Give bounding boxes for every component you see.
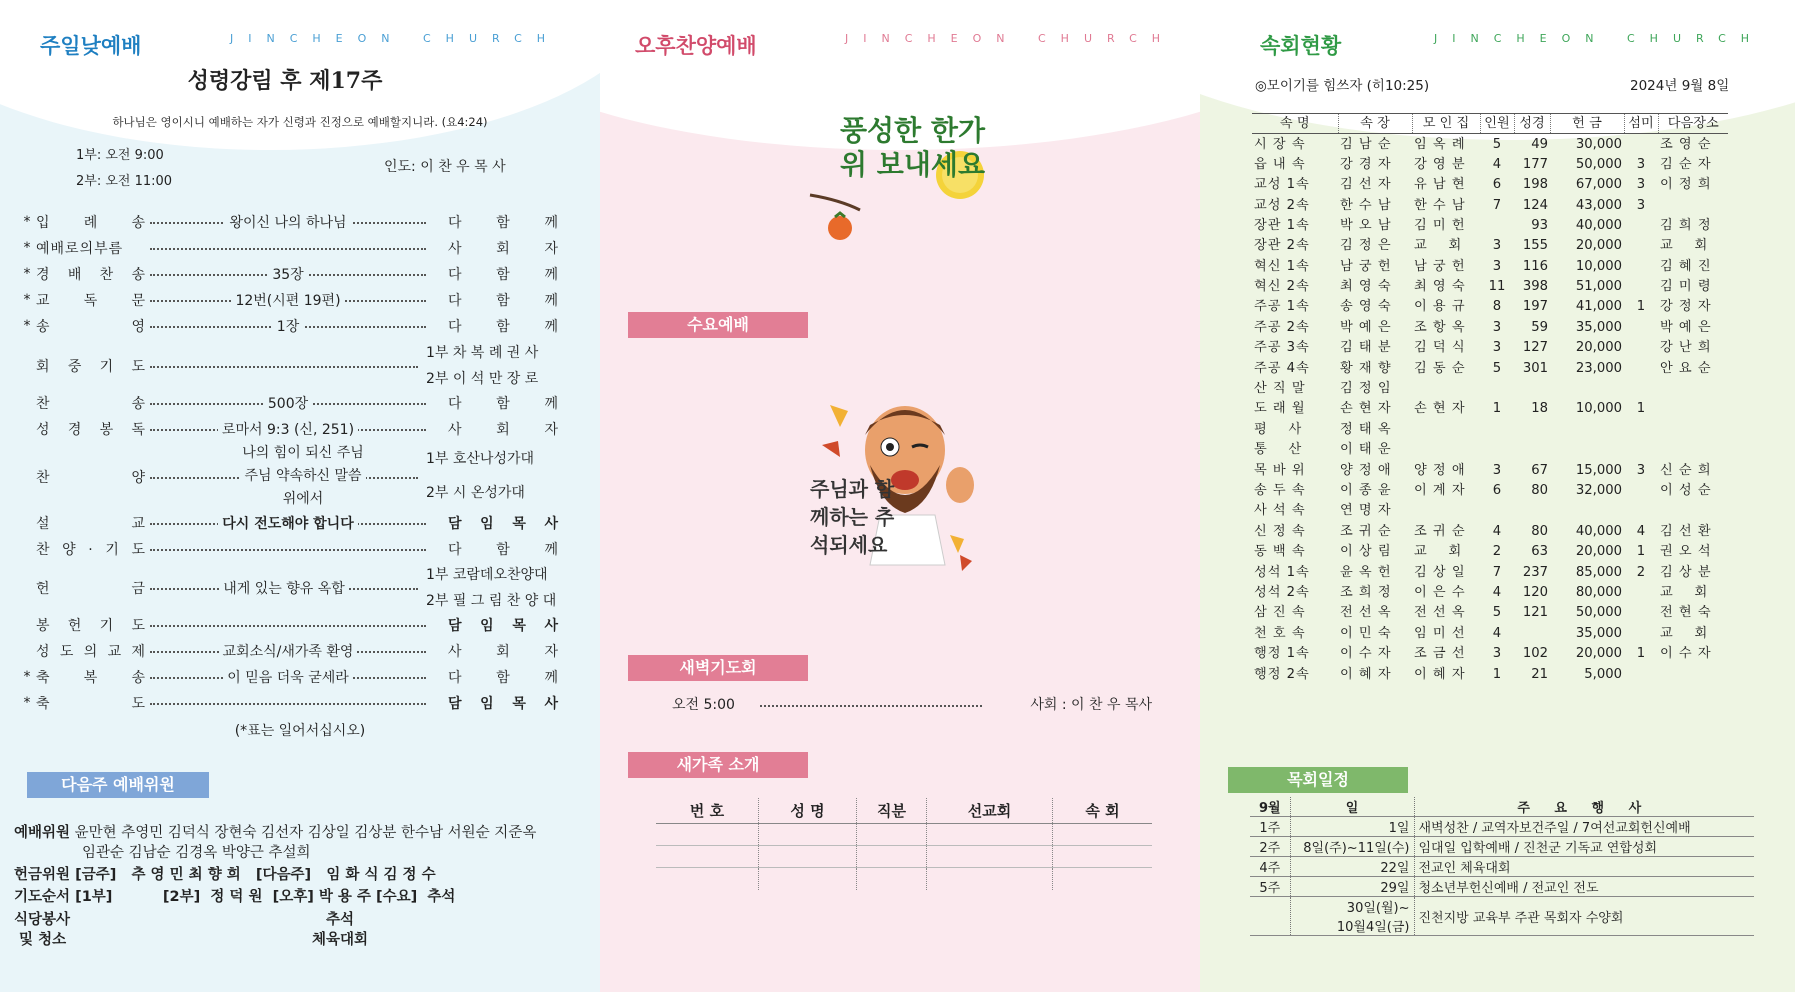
table-row: 장관 1속 박 오 남 김 미 헌 93 40,000 김 희 정: [1254, 217, 1712, 233]
table-row: 성석 1속 윤 옥 헌 김 상 일 7 237 85,000 2 김 상 분: [1254, 564, 1712, 580]
service-time-1: 1부: 오전 9:00: [76, 148, 164, 163]
table-row: 신 정 속 조 귀 순 조 귀 순 4 80 40,000 4 김 선 환: [1254, 523, 1712, 539]
order-item: * 예배로의부름 사 회 자: [23, 240, 558, 257]
new-family-table: 번 호 성 명 직분 선교회 속 회: [656, 798, 1152, 894]
order-item: 찬 송 500장 다 함 께: [36, 396, 558, 412]
table-row: 천 호 속 이 민 숙 임 미 선 4 35,000 교 회: [1254, 625, 1709, 641]
afternoon-worship-panel: [600, 0, 1200, 992]
table-row: 평 사 정 태 옥: [1254, 421, 1392, 437]
table-row: 산 직 말 김 정 임: [1254, 381, 1392, 397]
order-item: 성 경 봉 독 로마서 9:3 (신, 251) 사 회 자: [36, 422, 558, 438]
table-row: 장관 2속 김 정 은 교 회 3 155 20,000 교 회: [1254, 238, 1709, 254]
table-row: 교성 2속 한 수 남 한 수 남 7 124 43,000 3: [1254, 197, 1646, 213]
table-row: 행정 1속 이 수 자 조 금 선 3 102 20,000 1 이 수 자: [1254, 646, 1712, 662]
schedule-row: 30일(월)~ 10월4일(금) 진천지방 교육부 주관 목회자 수양회: [1250, 897, 1754, 936]
next-row-5: 및 청소: [14, 932, 67, 948]
schedule-row: 4주 22일 전교인 체육대회: [1250, 857, 1754, 877]
next-row-3: 기도순서 [1부] [2부] 정 덕 원 [오후] 박 용 주 [수요] 추석: [14, 889, 456, 905]
church-name: JINCHEON CHURCH: [845, 32, 1176, 45]
table-row: 혁신 2속 최 영 숙 최 영 숙 11 398 51,000 김 미 령: [1254, 279, 1712, 295]
table-row: 동 백 속 이 상 림 교 회 2 63 20,000 1 권 오 석: [1254, 544, 1712, 560]
report-date: 2024년 9월 8일: [1630, 78, 1730, 94]
order-item: 성 도 의 교 제 교회소식/새가족 환영 사 회 자: [36, 644, 558, 660]
order-item-offering: 헌 금 내게 있는 향유 옥합 1부 코람데오찬양대 2부 필 그 림 찬 양 대: [36, 567, 557, 609]
next-row-2: 헌금위원 [금주] 추 영 민 최 향 희 [다음주] 임 화 식 김 정 수: [14, 867, 436, 883]
order-item: 찬 양 · 기 도 다 함 께: [36, 542, 558, 558]
jesus-cartoon-art: 주님과 함께하는 추석되세요: [810, 395, 980, 575]
service-time-2: 2부: 오전 11:00: [76, 174, 173, 189]
wed-service-bar: 수요예배: [628, 312, 808, 338]
table-row: 행정 2속 이 혜 자 이 혜 자 1 21 5,000: [1254, 666, 1622, 682]
schedule-table: 9월 일 주 요 행 사 1주 1일 새벽성찬 / 교역자보건주일 / 7여선교회헌신예배 2주 8일(주)~11일(수) 임대일 입학예배 / 진천군 기독교 연합성회 4주 22일 전교인 체육대회 5주 29일 청소년부헌신예배 / 전교인 전도 30일(월)~ 10월4일(금) 진천지방 교육부 주관 목회자 수양회: [1250, 797, 1754, 936]
cell-group-table: 속 명 속 장 모 인 집 인원 성경 헌 금 섬미 다음장소 시 장 속 김 남 순 임 옥 례 5 49 30,000 조 영 순 읍 내 속 강 경 자 강 영 분 4 177 50,000 3 김 순 자 교성 1속 김 선 자 유 남 현 6 198 67,000 3 이 정 희 교성 2속 한 수 남 한 수 남 7 124 43,000 3 장관 1속 박 오 남 김 미 헌 93 40,000 김 희 정 장관 2속 김 정 은 교 회 3 155 20,000 교 회 혁신 1속 남 궁 헌 남 궁 헌 3 116 10,000 김 혜 진 혁신 2속 최 영 숙 최 영 숙 11 398 51,000 김 미 령 주공 1속 송 영 숙 이 용 규 8 197 41,000 1 강 정 자 주공 2속 박 예 은 조 항 옥 3 59 35,000 박 예 은 주공 3속 김 태 분 김 덕 식 3 127 20,000 강 난 희 주공 4속 황 재 향 김 동 순 5 301 23,000 안 요 순 산 직 말 김 정 임 도 래 월 손 현 자 손 현 자 1 18 10,000 1 평 사 정 태 옥 통 산 이 태 운 목 바 위 양 정 애 양 정 애 3 67 15,000 3 신 순 희 송 두 속 이 종 윤 이 계 자 6 80 32,000 이 성 순 사 석 속 연 명 자 신 정 속 조 귀 순 조 귀 순 4 80 40,000 4 김 선 환 동 백 속 이 상 림 교 회 2 63 20,000 1 권 오 석 성석 1속 윤 옥 헌 김 상 일 7 237 85,000 2 김 상 분 성석 2속 조 희 정 이 은 수 4 120 80,000 교 회 삼 진 속 전 선 옥 전 선 옥 5 121 50,000 전 현 숙 천 호 속 이 민 숙 임 미 선 4 35,000 교 회 행정 1속 이 수 자 조 금 선 3 102 20,000 1 이 수 자 행정 2속 이 혜 자 이 혜 자 1 21 5,000: [1252, 113, 1728, 684]
order-item-praise: 찬 양 나의 힘이 되신 주님 주님 약속하신 말씀 위에서 1부 호산나성가대 2부 시 온성가대: [36, 445, 535, 507]
table-row: 송 두 속 이 종 윤 이 계 자 6 80 32,000 이 성 순: [1254, 482, 1712, 498]
standing-note: (*표는 일어서십시오): [234, 723, 366, 739]
table-row: 통 산 이 태 운: [1254, 442, 1392, 458]
order-item: * 교 독 문 12번(시편 19편) 다 함 께: [23, 292, 558, 309]
table-row: 시 장 속 김 남 순 임 옥 례 5 49 30,000 조 영 순: [1254, 136, 1712, 152]
table-row: 주공 3속 김 태 분 김 덕 식 3 127 20,000 강 난 희: [1254, 340, 1712, 356]
table-row: 주공 4속 황 재 향 김 동 순 5 301 23,000 안 요 순: [1254, 360, 1712, 376]
order-item: * 송 영 1장 다 함 께: [23, 318, 558, 335]
chuseok-greeting-art: 풍성한 한가위 보내세요: [800, 110, 1000, 250]
schedule-row: 1주 1일 새벽성찬 / 교역자보건주일 / 7여선교회헌신예배: [1250, 817, 1754, 837]
table-row: 주공 1속 송 영 숙 이 용 규 8 197 41,000 1 강 정 자: [1254, 299, 1712, 315]
dawn-prayer-row: 오전 5:00 사회 : 이 찬 우 목사: [672, 697, 1152, 713]
cell-group-panel: [1200, 0, 1795, 992]
order-item: * 축 도 담 임 목 사: [23, 695, 558, 712]
table-row: 사 석 속 연 명 자: [1254, 503, 1392, 519]
table-row: 성석 2속 조 희 정 이 은 수 4 120 80,000 교 회: [1254, 584, 1709, 600]
table-row: 주공 2속 박 예 은 조 항 옥 3 59 35,000 박 예 은: [1254, 319, 1712, 335]
table-row: 혁신 1속 남 궁 헌 남 궁 헌 3 116 10,000 김 혜 진: [1254, 258, 1712, 274]
panel-header: 속회현황: [1260, 34, 1342, 58]
table-row: 도 래 월 손 현 자 손 현 자 1 18 10,000 1: [1254, 401, 1646, 417]
motto: ◎모이기를 힘쓰자 (히10:25): [1255, 78, 1430, 94]
table-row: 교성 1속 김 선 자 유 남 현 6 198 67,000 3 이 정 희: [1254, 177, 1712, 193]
next-row-1: 예배위원 윤만현 추영민 김덕식 장현숙 김선자 김상일 김상분 한수남 서원순 지준옥: [14, 825, 537, 841]
order-item-prayer: 회 중 기 도 1부 차 복 례 권 사 2부 이 석 만 장 로: [36, 345, 539, 387]
table-row: 삼 진 속 전 선 옥 전 선 옥 5 121 50,000 전 현 숙: [1254, 605, 1712, 621]
week-title: 성령강림 후 제17주: [187, 68, 383, 94]
next-row-1b: 임관순 김남순 김경옥 박양근 추설희: [82, 845, 311, 861]
verse-text: 하나님은 영이시니 예배하는 자가 신령과 진정으로 예배할지니라. (요4:24): [112, 115, 488, 129]
leader-text: 인도: 이 찬 우 목 사: [384, 159, 506, 175]
church-name: JINCHEON CHURCH: [1434, 32, 1765, 45]
schedule-row: 5주 29일 청소년부헌신예배 / 전교인 전도: [1250, 877, 1754, 897]
order-item: * 경 배 찬 송 35장 다 함 께: [23, 266, 558, 283]
next-week-bar: 다음주 예배위원: [27, 772, 209, 798]
order-item: * 입 례 송 왕이신 나의 하나님 다 함 께: [23, 214, 558, 231]
table-row: 읍 내 속 강 경 자 강 영 분 4 177 50,000 3 김 순 자: [1254, 156, 1712, 172]
church-name: JINCHEON CHURCH: [230, 32, 561, 45]
order-item: 봉 헌 기 도 담 임 목 사: [36, 618, 558, 634]
order-item-sermon: 설 교 다시 전도해야 합니다 담 임 목 사: [36, 516, 558, 532]
table-row: 목 바 위 양 정 애 양 정 애 3 67 15,000 3 신 순 희: [1254, 462, 1712, 478]
schedule-row: 2주 8일(주)~11일(수) 임대일 입학예배 / 진천군 기독교 연합성회: [1250, 837, 1754, 857]
morning-worship-panel: [0, 0, 600, 992]
next-row-5b: 체육대회: [312, 932, 369, 948]
dawn-prayer-bar: 새벽기도회: [628, 655, 808, 681]
order-item: * 축 복 송 이 믿음 더욱 굳세라 다 함 께: [23, 669, 558, 686]
new-family-bar: 새가족 소개: [628, 752, 808, 778]
next-row-4b: 추석: [326, 912, 355, 928]
panel-header: 오후찬양예배: [635, 34, 757, 58]
next-row-4: 식당봉사: [14, 912, 71, 928]
panel-header: 주일낮예배: [40, 34, 142, 58]
schedule-bar: 목회일정: [1228, 767, 1408, 793]
